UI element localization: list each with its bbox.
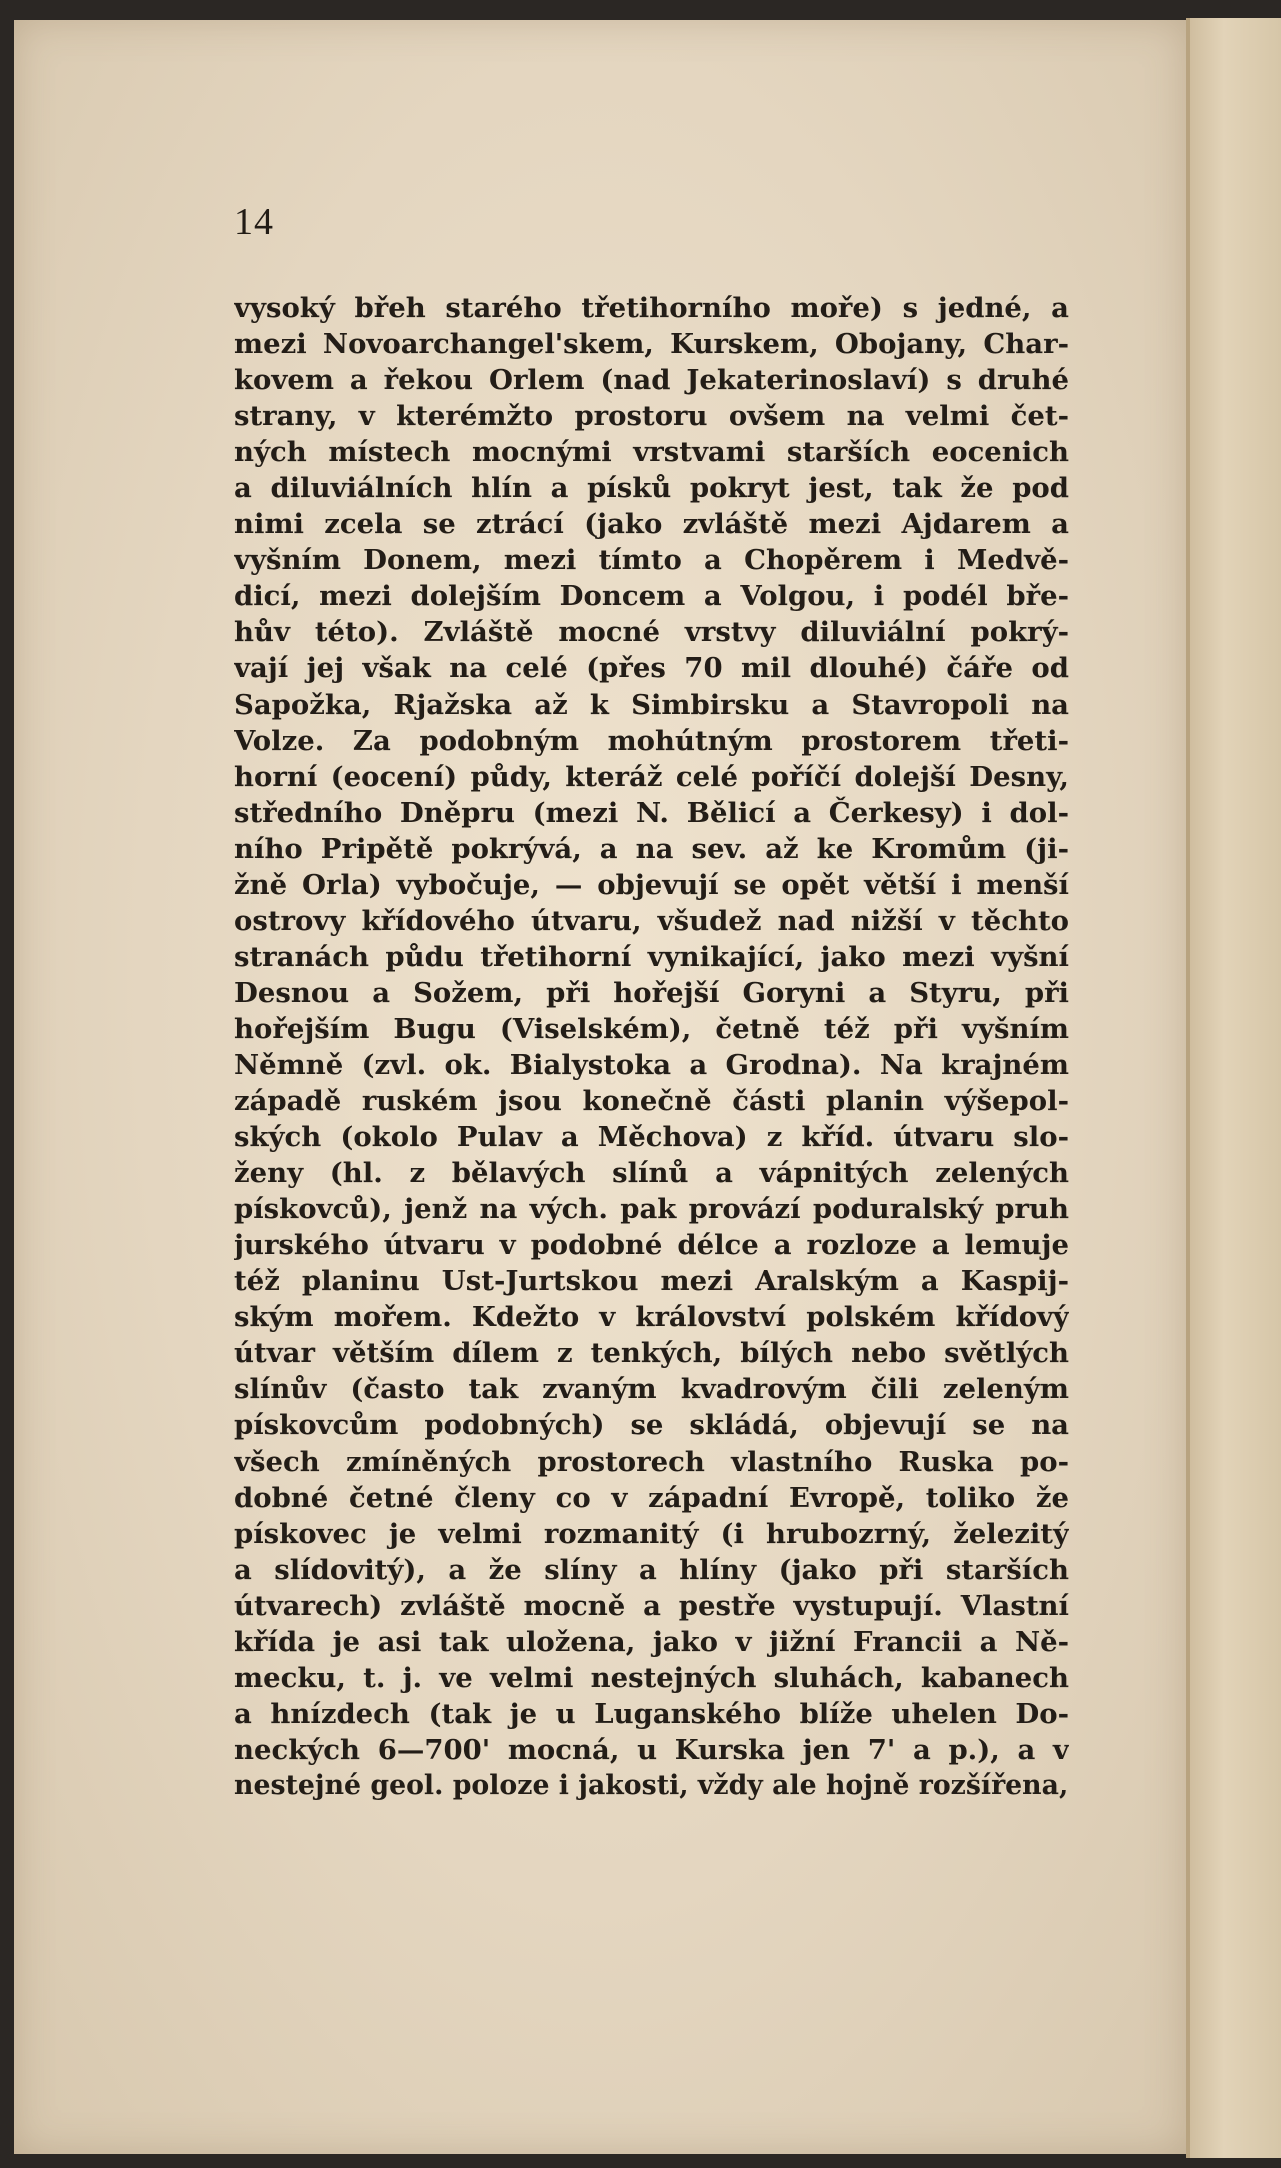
text-line: žně Orla) vybočuje, — objevují se opět větší i menší: [234, 868, 1069, 901]
text-line: též planinu Ust-Jurtskou mezi Aralským a Kaspij-: [234, 1265, 1069, 1298]
text-line: vyšním Donem, mezi tímto a Chopěrem i Medvě-: [234, 544, 1069, 577]
text-line: dicí, mezi dolejším Doncem a Volgou, i podél bře-: [234, 580, 1069, 613]
text-line: vysoký břeh starého třetihorního moře) s jedné, a: [234, 292, 1069, 324]
text-line: mezi Novoarchangel'skem, Kurskem, Obojany, Char-: [234, 328, 1069, 361]
text-line: ských (okolo Pulav a Měchova) z kříd. útvaru slo-: [234, 1121, 1069, 1154]
text-line: hův této). Zvláště mocné vrstvy diluviální pokrý-: [234, 616, 1069, 649]
text-line: křída je asi tak uložena, jako v jižní Francii a Ně-: [234, 1625, 1069, 1658]
text-line: středního Dněpru (mezi N. Bělicí a Čerkesy) i dol-: [234, 796, 1069, 829]
text-line: Sapožka, Rjažska až k Simbirsku a Stavropoli na: [234, 688, 1069, 721]
text-line: neckých 6—700' mocná, u Kurska jen 7' a p.), a v: [234, 1733, 1069, 1766]
body-text: [234, 290, 1069, 1804]
text-line: hořejším Bugu (Viselském), četně též při vyšním: [234, 1012, 1069, 1045]
text-line: vají jej však na celé (přes 70 mil dlouhé) čáře od: [234, 652, 1069, 685]
text-line: Němně (zvl. ok. Bialystoka a Grodna). Na krajném: [234, 1048, 1069, 1081]
text-line: a diluviálních hlín a písků pokryt jest, tak že pod: [234, 472, 1069, 505]
adjacent-page-edge: [1186, 18, 1281, 2158]
text-line: mecku, t. j. ve velmi nestejných sluhách, kabanech: [234, 1661, 1069, 1694]
text-line: nestejné geol. poloze i jakosti, vždy ale hojně rozšířena,: [234, 1769, 1069, 1801]
text-line: nimi zcela se ztrácí (jako zvláště mezi Ajdarem a: [234, 508, 1069, 541]
text-line: ským mořem. Kdežto v království polském křídový: [234, 1301, 1069, 1334]
text-line: ženy (hl. z bělavých slínů a vápnitých zelených: [234, 1157, 1069, 1190]
text-line: Desnou a Sožem, při hořejší Goryni a Styru, při: [234, 976, 1069, 1009]
text-line: slínův (často tak zvaným kvadrovým čili zeleným: [234, 1373, 1069, 1406]
text-line: útvarech) zvláště mocně a pestře vystupují. Vlastní: [234, 1589, 1069, 1622]
text-line: pískovec je velmi rozmanitý (i hrubozrný, železitý: [234, 1517, 1069, 1550]
text-line: pískovců), jenž na vých. pak provází poduralský pruh: [234, 1193, 1069, 1226]
text-line: kovem a řekou Orlem (nad Jekaterinoslaví) s druhé: [234, 364, 1069, 397]
text-line: dobné četné členy co v západní Evropě, toliko že: [234, 1481, 1069, 1514]
text-line: a hnízdech (tak je u Luganského blíže uhelen Do-: [234, 1697, 1069, 1730]
text-line: ního Pripětě pokrývá, a na sev. až ke Kromům (ji-: [234, 832, 1069, 865]
text-line: pískovcům podobných) se skládá, objevují se na: [234, 1409, 1069, 1442]
text-line: ných místech mocnými vrstvami starších eocenich: [234, 436, 1069, 469]
text-line: ostrovy křídového útvaru, všudež nad nižší v těchto: [234, 904, 1069, 937]
text-line: všech zmíněných prostorech vlastního Ruska po-: [234, 1445, 1069, 1478]
text-line: Volze. Za podobným mohútným prostorem třeti-: [234, 724, 1069, 757]
text-line: strany, v kterémžto prostoru ovšem na velmi čet-: [234, 400, 1069, 433]
text-line: stranách půdu třetihorní vynikající, jako mezi vyšní: [234, 940, 1069, 973]
text-line: útvar větším dílem z tenkých, bílých nebo světlých: [234, 1337, 1069, 1370]
text-line: a slídovitý), a že slíny a hlíny (jako při starších: [234, 1553, 1069, 1586]
text-line: jurského útvaru v podobné délce a rozloze a lemuje: [234, 1229, 1069, 1262]
text-line: horní (eocení) půdy, kteráž celé poříčí dolejší Desny,: [234, 760, 1069, 793]
text-line: západě ruském jsou konečně části planin výšepol-: [234, 1085, 1069, 1118]
page-number: 14: [234, 201, 274, 243]
